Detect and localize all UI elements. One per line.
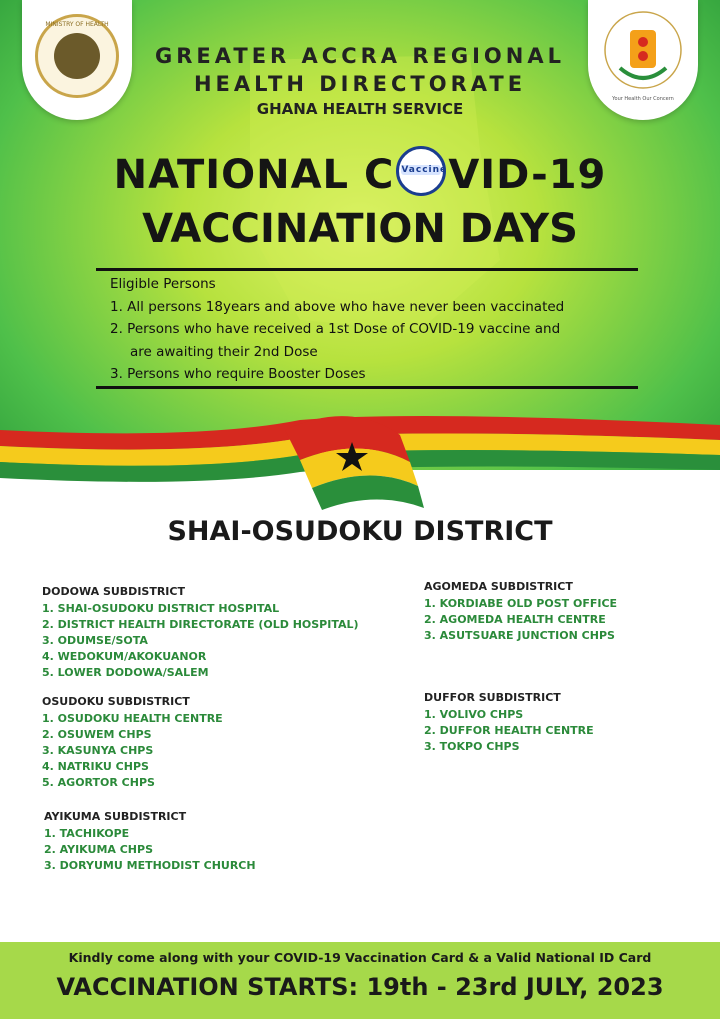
- list-item: 4. NATRIKU CHPS: [42, 760, 149, 773]
- header-line-2: HEALTH DIRECTORATE: [193, 72, 527, 96]
- coat-of-arms-seal: [35, 14, 119, 98]
- duffor-subdistrict: [424, 691, 594, 755]
- eligibility-item: 1. All persons 18years and above who have never been vaccinated: [110, 299, 565, 315]
- eligibility-item: are awaiting their 2nd Dose: [130, 344, 318, 360]
- list-item: 4. WEDOKUM/AKOKUANOR: [42, 650, 207, 663]
- list-item: 5. LOWER DODOWA/SALEM: [42, 666, 209, 679]
- eligibility-item: 3. Persons who require Booster Doses: [110, 366, 366, 382]
- list-item: 3. TOKPO CHPS: [424, 740, 520, 753]
- ministry-of-health-logo: [22, 0, 132, 120]
- list-item: 1. VOLIVO CHPS: [424, 708, 524, 721]
- list-item: 1. SHAI-OSUDOKU DISTRICT HOSPITAL: [42, 602, 280, 615]
- footer-banner: [0, 942, 720, 1019]
- vaccine-badge-label: Vaccine: [401, 165, 448, 175]
- list-item: 2. DISTRICT HEALTH DIRECTORATE (OLD HOSPITAL): [42, 618, 359, 631]
- ghs-emblem-icon: [600, 8, 686, 100]
- eligibility-heading: Eligible Persons: [110, 276, 216, 292]
- agomeda-subdistrict: [424, 580, 617, 644]
- subdistrict-title: OSUDOKU SUBDISTRICT: [42, 695, 190, 708]
- vaccination-dates: VACCINATION STARTS: 19th - 23rd JULY, 2023: [56, 973, 664, 1001]
- header-line-1: GREATER ACCRA REGIONAL: [155, 44, 565, 68]
- header-line-3: GHANA HEALTH SERVICE: [256, 100, 464, 118]
- title-covid: VID-19: [448, 152, 607, 198]
- subdistrict-title: AGOMEDA SUBDISTRICT: [424, 580, 573, 593]
- list-item: 2. OSUWEM CHPS: [42, 728, 152, 741]
- footer-note: Kindly come along with your COVID-19 Vaccination Card & a Valid National ID Card: [68, 950, 652, 965]
- title-line-2: VACCINATION DAYS: [142, 206, 578, 252]
- eligibility-top-rule: [96, 268, 638, 271]
- list-item: 2. DUFFOR HEALTH CENTRE: [424, 724, 594, 737]
- list-item: 3. ODUMSE/SOTA: [42, 634, 148, 647]
- ghana-flag-ribbon: [0, 380, 720, 510]
- coat-of-arms-icon: [54, 33, 100, 79]
- subdistrict-title: AYIKUMA SUBDISTRICT: [44, 810, 187, 823]
- list-item: 3. ASUTSUARE JUNCTION CHPS: [424, 629, 615, 642]
- list-item: 3. DORYUMU METHODIST CHURCH: [44, 859, 256, 872]
- eligibility-item: 2. Persons who have received a 1st Dose of COVID-19 vaccine and: [110, 321, 561, 337]
- district-title: SHAI-OSUDOKU DISTRICT: [167, 516, 553, 547]
- dodowa-subdistrict: [42, 585, 359, 681]
- list-item: 1. KORDIABE OLD POST OFFICE: [424, 597, 618, 610]
- seal-ring-text: MINISTRY OF HEALTH: [45, 21, 109, 28]
- vaccine-vial-icon: [396, 146, 446, 196]
- list-item: 2. AGOMEDA HEALTH CENTRE: [424, 613, 606, 626]
- list-item: 1. OSUDOKU HEALTH CENTRE: [42, 712, 223, 725]
- list-item: 1. TACHIKOPE: [44, 827, 130, 840]
- title-line-1: [0, 146, 720, 198]
- subdistrict-title: DODOWA SUBDISTRICT: [42, 585, 185, 598]
- eligibility-box: [96, 268, 638, 390]
- ayikuma-subdistrict: [44, 810, 256, 874]
- list-item: 2. AYIKUMA CHPS: [44, 843, 153, 856]
- ghana-health-service-logo: [588, 0, 698, 120]
- list-item: 5. AGORTOR CHPS: [42, 776, 155, 789]
- title-national: NATIONAL C: [113, 152, 395, 198]
- subdistrict-title: DUFFOR SUBDISTRICT: [424, 691, 561, 704]
- osudoku-subdistrict: [42, 695, 223, 791]
- ghs-caption: Your Health Our Concern: [612, 96, 674, 102]
- list-item: 3. KASUNYA CHPS: [42, 744, 154, 757]
